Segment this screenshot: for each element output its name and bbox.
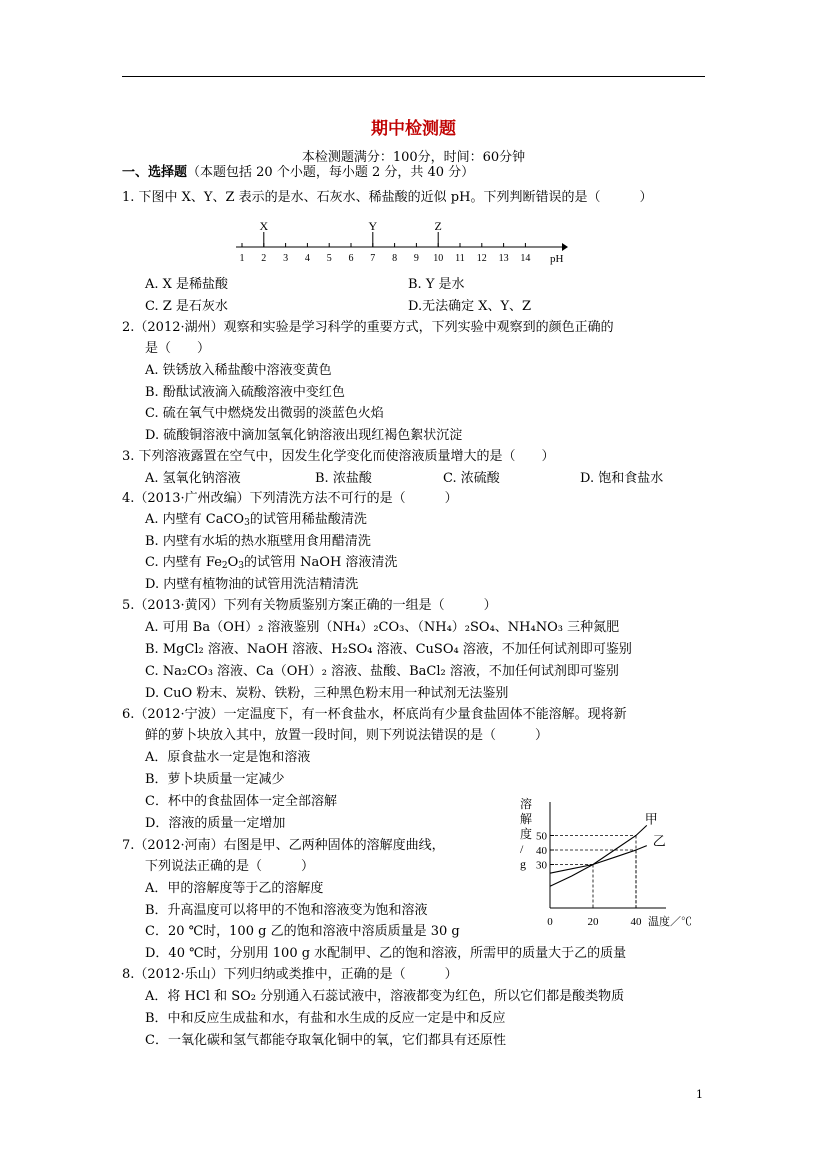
q1-option-a: A. X 是稀盐酸 (145, 277, 229, 292)
q7-stem-1: 7.（2012·河南）右图是甲、乙两种固体的溶解度曲线， (122, 838, 445, 853)
q6-option-b: B．萝卜块质量一定减少 (145, 772, 285, 787)
q6-option-c: C．杯中的食盐固体一定全部溶解 (145, 794, 337, 809)
page-subtitle: 本检测题满分：100分，时间：60分钟 (301, 150, 526, 165)
q4-option-c-part2: O (227, 555, 239, 570)
q5-option-c: C. Na₂CO₃ 溶液、Ca（OH）₂ 溶液、盐酸、BaCl₂ 溶液，不加任何试剂即可鉴别 (145, 664, 619, 679)
q5-option-d: D. CuO 粉末、炭粉、铁粉，三种黑色粉末用一种试剂无法鉴别 (145, 686, 509, 701)
q7-option-a: A．甲的溶解度等于乙的溶解度 (145, 881, 324, 896)
q8-stem: 8.（2012·乐山）下列归纳或类推中，正确的是（ ） (122, 967, 458, 982)
chart-y-tick-label: 30 (536, 859, 547, 872)
chart-ylabel-char: 度 (520, 827, 533, 841)
chart-ylabel-char: 溶 (520, 797, 533, 811)
ph-tick-label: 10 (433, 253, 444, 264)
chart-x-tick-label: 40 (630, 916, 642, 928)
q6-option-a: A．原食盐水一定是饱和溶液 (145, 750, 311, 765)
ph-tick-label: 3 (283, 253, 289, 264)
q4-option-a-part1: A. 内壁有 CaCO (145, 512, 245, 527)
ph-tick-label: 8 (392, 253, 398, 264)
solubility-chart (512, 796, 692, 934)
q4-option-d: D. 内壁有植物油的试管用洗洁精清洗 (145, 577, 359, 592)
chart-x-tick-label: 20 (587, 916, 599, 928)
q5-option-b: B. MgCl₂ 溶液、NaOH 溶液、H₂SO₄ 溶液、CuSO₄ 溶液，不加任何试剂即可鉴别 (145, 642, 632, 657)
chart-ylabel-char: 解 (520, 812, 533, 826)
q8-option-b: B．中和反应生成盐和水，有盐和水生成的反应一定是中和反应 (145, 1011, 506, 1026)
ph-tick-label: 14 (520, 253, 531, 264)
q7-option-d: D．40 ℃时，分别用 100 g 水配制甲、乙的饱和溶液，所需甲的质量大于乙的质量 (145, 946, 627, 961)
ph-tick-label: 7 (370, 253, 376, 264)
q4-option-c-part3: 的试管用 NaOH 溶液清洗 (244, 555, 398, 570)
ph-marker-x: X (259, 219, 269, 233)
section-heading-desc: （本题包括 20 个小题，每小题 2 分，共 40 分） (187, 165, 475, 180)
chart-y-tick-label: 40 (536, 845, 547, 857)
q3-option-c: C. 浓硫酸 (443, 471, 500, 486)
ph-marker-z: Z (434, 219, 442, 233)
q3-option-d: D. 饱和食盐水 (580, 471, 664, 486)
q2-option-d: D. 硫酸铜溶液中滴加氢氧化钠溶液出现红褐色絮状沉淀 (145, 428, 463, 443)
ph-tick-label: 4 (304, 253, 310, 264)
q6-stem-1: 6.（2012·宁波）一定温度下，有一杯食盐水，杯底尚有少量食盐固体不能溶解。现将新 (122, 707, 627, 722)
chart-ylabel-char: g (520, 857, 526, 871)
q2-option-c: C. 硫在氧气中燃烧发出微弱的淡蓝色火焰 (145, 406, 384, 421)
ph-tick-label: 9 (413, 253, 419, 264)
ph-tick-label: 5 (326, 253, 332, 264)
page-title: 期中检测题 (371, 119, 456, 139)
q3-stem: 3. 下列溶液露置在空气中，因发生化学变化而使溶液质量增大的是（ ） (122, 449, 555, 464)
q4-option-a-part2: 的试管用稀盐酸清洗 (249, 512, 367, 527)
q4-option-b: B. 内壁有水垢的热水瓶壁用食用醋清洗 (145, 534, 371, 549)
q4-option-c-part1: C. 内壁有 Fe (145, 555, 222, 570)
ph-marker-y: Y (368, 219, 378, 233)
q1-stem: 1. 下图中 X、Y、Z 表示的是水、石灰水、稀盐酸的近似 pH。下列判断错误的是（ ） (122, 190, 653, 205)
q7-stem-2: 下列说法正确的是（ ） (145, 859, 315, 874)
ph-tick-label: 2 (261, 253, 267, 264)
q2-stem-2: 是（ ） (145, 341, 211, 356)
chart-series-1-label: 甲 (644, 811, 658, 827)
q8-option-c: C．一氧化碳和氢气都能夺取氧化铜中的氧，它们都具有还原性 (145, 1033, 506, 1048)
q4-option-c: C. 内壁有 $Fe_2O_3$的试管用 NaOH 溶液清洗 (145, 555, 398, 571)
ph-tick-label: 11 (455, 253, 465, 264)
chart-series-1-line (550, 825, 647, 886)
section-heading (122, 164, 474, 182)
chart-ylabel-char: / (520, 842, 524, 856)
q8-option-a: A．将 HCl 和 SO₂ 分别通入石蕊试液中，溶液都变为红色，所以它们都是酸类物质 (145, 989, 625, 1004)
page-number: 1 (696, 1088, 703, 1101)
q2-option-a: A. 铁锈放入稀盐酸中溶液变黄色 (145, 363, 332, 378)
ph-axis-arrow (562, 243, 568, 251)
q2-option-b: B. 酚酞试液滴入硫酸溶液中变红色 (145, 385, 345, 400)
q7-option-c: C．20 ℃时，100 g 乙的饱和溶液中溶质质量是 30 g (145, 924, 460, 939)
ph-tick-label: 6 (348, 253, 354, 264)
q3-option-b: B. 浓盐酸 (315, 471, 372, 486)
header-rule (122, 76, 705, 77)
q1-option-b: B. Y 是水 (408, 277, 465, 292)
ph-scale (230, 219, 575, 268)
q4-stem: 4.（2013·广州改编）下列清洗方法不可行的是（ ） (122, 491, 458, 506)
q1-option-c: C. Z 是石灰水 (145, 299, 228, 314)
ph-unit-label: pH (550, 253, 564, 265)
chart-y-tick-label: 50 (536, 830, 547, 843)
q1-option-d: D.无法确定 X、Y、Z (408, 299, 532, 314)
ph-tick-label: 13 (498, 253, 509, 264)
q6-stem-2: 鲜的萝卜块放入其中，放置一段时间，则下列说法错误的是（ ） (145, 728, 549, 743)
q5-stem: 5.（2013·黄冈）下列有关物质鉴别方案正确的一组是（ ） (122, 598, 497, 613)
ph-tick-label: 12 (476, 253, 487, 264)
q2-stem-1: 2.（2012·湖州）观察和实验是学习科学的重要方式，下列实验中观察到的颜色正确的 (122, 320, 614, 335)
chart-series-2-label: 乙 (652, 833, 666, 849)
ph-tick-label: 1 (239, 253, 245, 264)
chart-x-label: 温度／℃ (648, 916, 692, 928)
q7-option-b: B．升高温度可以将甲的不饱和溶液变为饱和溶液 (145, 903, 428, 918)
chart-x-tick-label: 0 (547, 916, 553, 928)
q5-option-a: A. 可用 Ba（OH）₂ 溶液鉴别（NH₄）₂CO₃、（NH₄）₂SO₄、NH₄NO₃ 三种氮肥 (145, 620, 620, 635)
section-heading-label: 一、选择题 (122, 165, 188, 180)
q6-option-d: D．溶液的质量一定增加 (145, 816, 286, 831)
q3-option-a: A. 氢氧化钠溶液 (145, 471, 241, 486)
q4-option-a: A. 内壁有 CaCO$_3$的试管用稀盐酸清洗 (145, 512, 367, 528)
